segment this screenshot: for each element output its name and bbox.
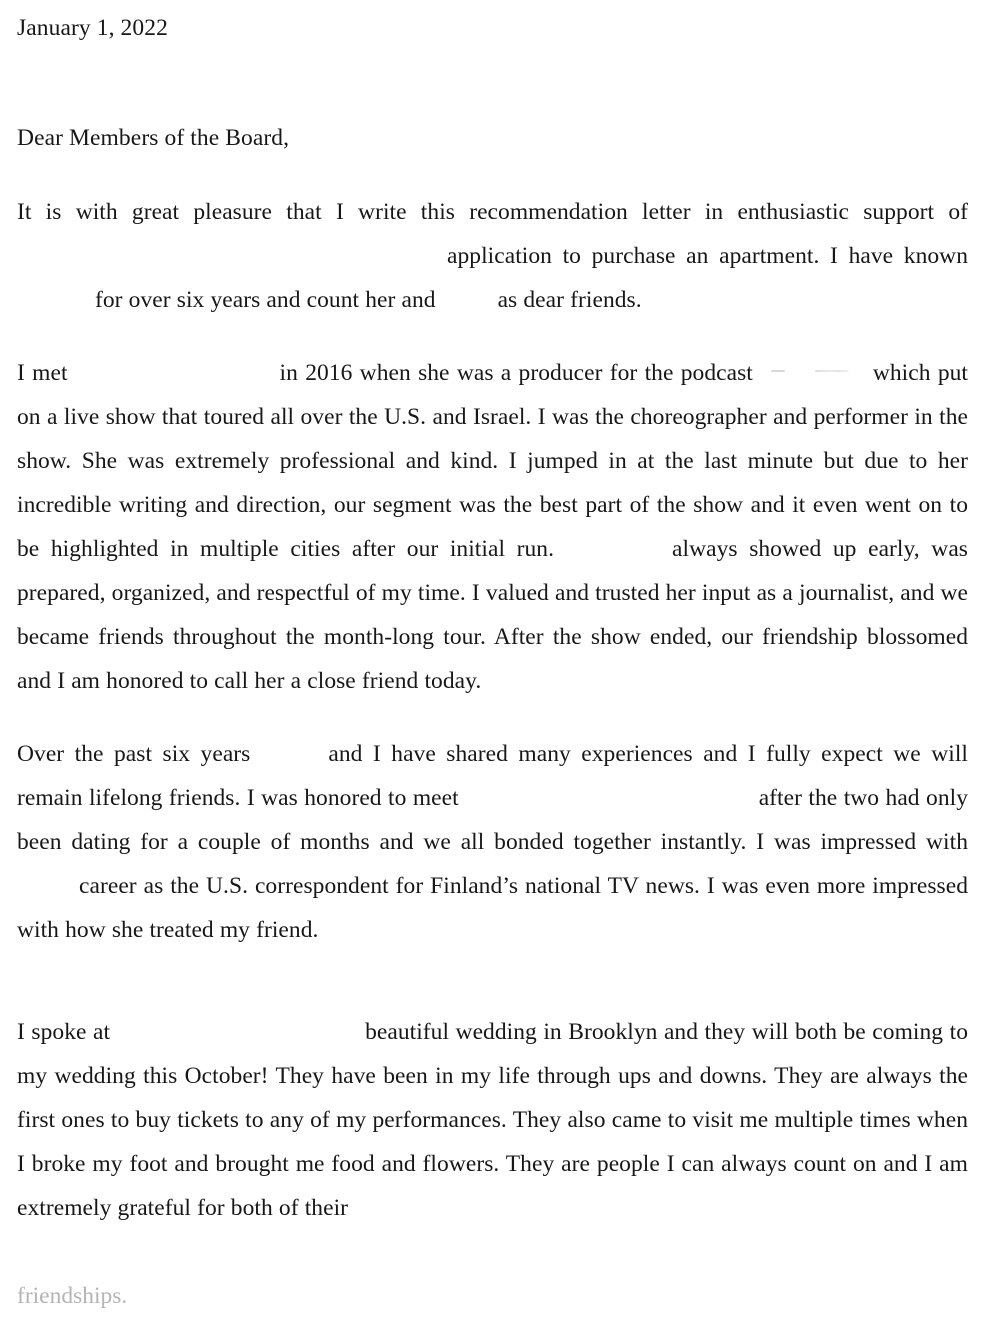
paragraph-2-segment-a: I met xyxy=(17,360,68,386)
paragraph-3-segment-a: Over the past six years xyxy=(17,741,251,767)
spacer xyxy=(17,322,968,351)
redaction-smudge-artifact xyxy=(753,379,873,380)
redaction-block xyxy=(459,804,759,805)
paragraph-3 xyxy=(17,732,968,952)
redaction-block xyxy=(436,306,498,307)
paragraph-4 xyxy=(17,1010,968,1230)
redaction-block xyxy=(17,306,95,307)
clipped-final-line-container xyxy=(17,1282,968,1320)
paragraph-4-segment-b: beautiful wedding in Brooklyn and they will both be coming to my wedding this October! They have been in my life through ups and downs. They are always the first ones to buy tickets to any of my performances. They also came to visit me multiple times when I broke my foot and brought me food and flowers. They are people I can always count on and I am extremely grateful for both of their xyxy=(17,1019,968,1221)
paragraph-2-segment-c: which put on a live show that toured all over the U.S. and Israel. I was the choreographer and performer in the show. She was extremely professional and kind. I jumped in at the last minute but due to her incredible writing and direction, our segment was the best part of the show and it even went on to be highlighted in multiple cities after our initial run. xyxy=(17,360,968,562)
paragraph-3-segment-c: after the two had only been dating for a couple of months and we all bonded together instantly. I was impressed with xyxy=(17,785,968,855)
letter-date: January 1, 2022 xyxy=(17,15,168,41)
paragraph-1-segment-c: for over six years and count her and xyxy=(95,287,436,313)
redaction-block xyxy=(250,760,328,761)
redaction-block xyxy=(17,892,79,893)
paragraph-3-segment-d: career as the U.S. correspondent for Finland’s national TV news. I was even more impressed with how she treated my friend. xyxy=(17,873,968,943)
redaction-block xyxy=(554,555,672,556)
paragraph-2-segment-d: always showed up early, was prepared, organized, and respectful of my time. I valued and trusted her input as a journalist, and we became friends throughout the month-long tour. After the show ended, our friendship blossomed and I am honored to call her a close friend today. xyxy=(17,536,969,694)
spacer xyxy=(17,50,968,116)
spacer xyxy=(17,703,968,732)
paragraph-2-segment-b: in 2016 when she was a producer for the podcast xyxy=(279,360,753,386)
paragraph-1-segment-d: as dear friends. xyxy=(497,287,642,313)
redaction-block xyxy=(17,262,447,263)
paragraph-4-segment-a: I spoke at xyxy=(17,1019,111,1045)
paragraph-1 xyxy=(17,190,968,322)
paragraph-3-segment-b: and I have shared many experiences and I fully expect we will remain lifelong friends. I was honored to meet xyxy=(17,741,968,811)
redaction-block xyxy=(110,1038,365,1039)
clipped-final-line: friendships. xyxy=(17,1283,128,1309)
paragraph-2 xyxy=(17,351,968,703)
spacer xyxy=(17,160,968,190)
paragraph-1-segment-b: application to purchase an apartment. I have known xyxy=(447,243,968,269)
spacer xyxy=(17,952,968,1010)
letter-body xyxy=(17,0,968,1230)
paragraph-1-segment-a: It is with great pleasure that I write this recommendation letter in enthusiastic support of xyxy=(17,199,968,225)
redaction-block xyxy=(68,379,280,380)
letter-salutation: Dear Members of the Board, xyxy=(17,125,290,151)
